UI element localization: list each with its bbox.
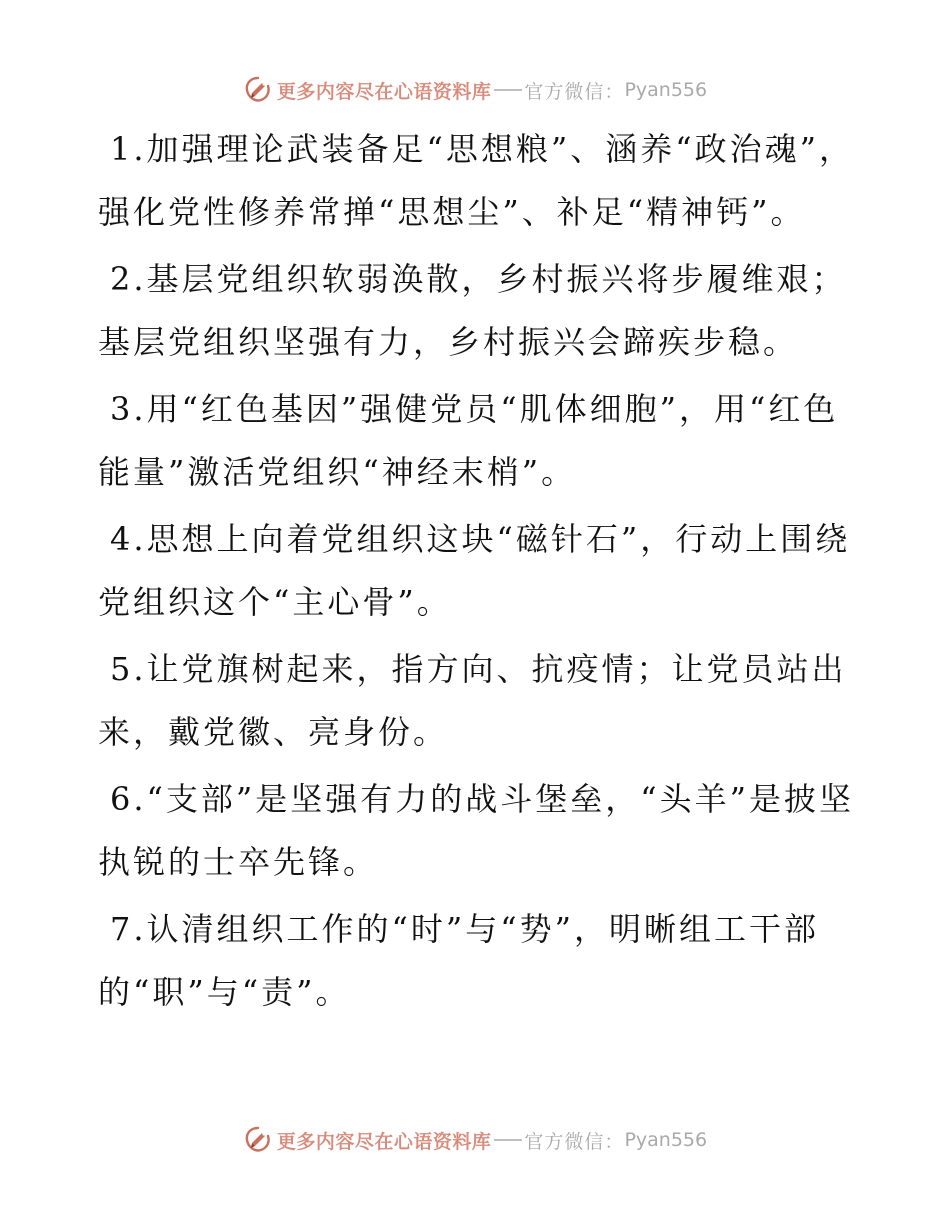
- list-item: 6.“支部”是坚强有力的战斗堡垒，“头羊”是披坚执锐的士卒先锋。: [98, 780, 854, 881]
- banner-sub-text: 官方微信：: [524, 1130, 625, 1153]
- banner-sub-text: 官方微信：: [524, 80, 625, 103]
- list-item: 7.认清组织工作的“时”与“势”，明晰组工干部的“职”与“责”。: [98, 910, 819, 1011]
- pen-swirl-logo-icon: [243, 1125, 273, 1155]
- list-item: 5.让党旗树起来，指方向、抗疫情；让党员站出来，戴党徽、亮身份。: [98, 650, 847, 751]
- banner-dash-divider: [494, 1139, 522, 1141]
- banner-dash-divider: [494, 89, 522, 91]
- banner-main-text: 更多内容尽在心语资料库: [276, 80, 492, 103]
- pen-swirl-logo-icon: [243, 75, 273, 105]
- banner-account-id: Pyan556: [624, 1129, 708, 1151]
- footer-watermark-banner: [0, 1120, 950, 1160]
- document-body: [98, 118, 858, 1024]
- list-item: 4.思想上向着党组织这块“磁针石”，行动上围绕党组织这个“主心骨”。: [98, 520, 851, 621]
- list-item: 2.基层党组织软弱涣散，乡村振兴将步履维艰；基层党组织坚强有力，乡村振兴会蹄疾步稳。: [98, 260, 847, 361]
- header-watermark-banner: [0, 70, 950, 110]
- banner-account-id: Pyan556: [624, 79, 708, 101]
- list-item: 1.加强理论武装备足“思想粮”、涵养“政治魂”，强化党性修养常掸“思想尘”、补足“精神钙”。: [98, 130, 854, 231]
- list-item: 3.用“红色基因”强健党员“肌体细胞”，用“红色能量”激活党组织“神经末梢”。: [98, 390, 839, 491]
- banner-main-text: 更多内容尽在心语资料库: [276, 1130, 492, 1153]
